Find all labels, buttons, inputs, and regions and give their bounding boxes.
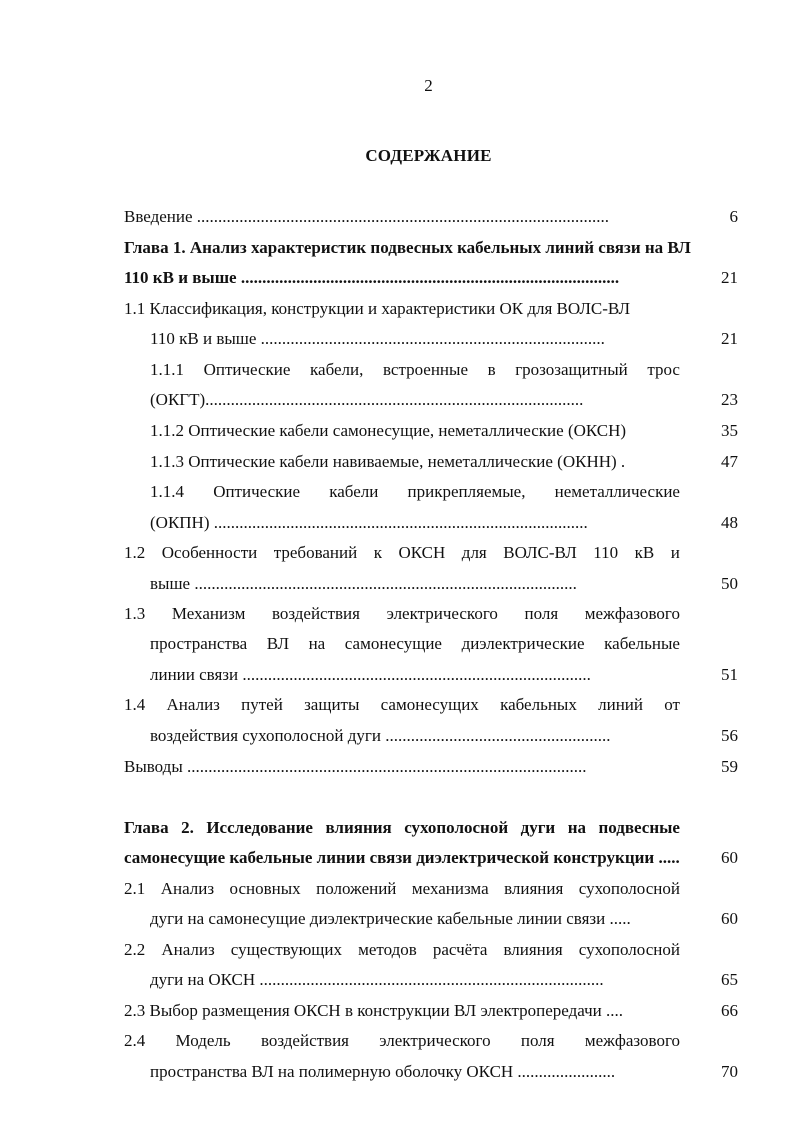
toc-word: межфазового [584,604,680,623]
toc-chapter-2-title[interactable] [124,817,680,839]
toc-word: кВ [634,543,655,562]
toc-page-chapter-1: 21 [721,268,738,287]
toc-word: воздействия [271,604,360,623]
toc-word: Анализ [166,695,220,714]
toc-word: поля [524,604,559,623]
toc-page-2-2: 65 [721,970,738,989]
toc-word: Анализ [160,879,215,898]
toc-page-1-1-1: 23 [721,390,738,409]
toc-word: 1.1.4 [150,482,184,501]
toc-word: межфазового [584,1031,680,1050]
toc-word: грозозащитный [515,360,628,379]
toc-word: на [308,634,326,653]
toc-word: 2. [181,818,194,837]
toc-word: сухополосной [578,940,680,959]
toc-word: диэлектрические [461,634,585,653]
toc-page-1-3: 51 [721,665,738,684]
toc-word: воздействия [260,1031,349,1050]
toc-word: ВОЛС-ВЛ [503,543,577,562]
toc-page-2-3: 66 [721,1001,738,1020]
toc-section-1-3-cont2[interactable]: линии связи .................................................................................. [150,665,591,684]
toc-word: 2.2 [124,940,146,959]
toc-section-1-2-cont[interactable]: выше .......................................................................................... [150,574,577,593]
toc-word: самонесущих [380,695,479,714]
toc-page-chapter-2: 60 [721,848,738,867]
toc-word: поля [520,1031,555,1050]
toc-section-1-1[interactable]: 1.1 Классификация, конструкции и характеристики ОК для ВОЛС-ВЛ [124,299,631,318]
toc-word: 110 [593,543,619,562]
toc-word: ВЛ [266,634,289,653]
toc-section-2-1[interactable] [124,878,680,900]
toc-word: в [487,360,496,379]
toc-section-1-2[interactable] [124,542,680,564]
toc-section-1-1-1-cont[interactable]: (ОКГТ)......................................................................................... [150,390,584,409]
toc-word: линий [598,695,643,714]
toc-word: от [664,695,680,714]
toc-word: Глава [124,818,169,837]
toc-word: 1.1.1 [150,360,184,379]
toc-section-1-3-cont[interactable] [150,633,680,655]
toc-word: кабели, [310,360,364,379]
toc-section-1-1-4-cont[interactable]: (ОКПН) ........................................................................................ [150,513,588,532]
toc-word: пространства [150,634,248,653]
toc-word: электрического [379,1031,491,1050]
toc-page-introduction: 6 [729,207,738,226]
toc-word: расчёта [432,940,488,959]
toc-word: требований [273,543,358,562]
toc-page-conclusions: 59 [721,757,738,776]
toc-word: кабельные [604,634,680,653]
toc-word: защиты [304,695,360,714]
toc-page-1-2: 50 [721,574,738,593]
toc-word: для [461,543,487,562]
toc-word: Особенности [161,543,258,562]
page-number: 2 [424,76,433,95]
toc-section-1-4[interactable] [124,694,680,716]
toc-word: кабельных [500,695,577,714]
toc-section-1-1-1[interactable] [150,359,680,381]
toc-section-1-1-cont[interactable]: 110 кВ и выше ................................................................................. [150,329,605,348]
toc-word: Модель [175,1031,231,1050]
toc-section-2-2[interactable] [124,939,680,961]
toc-page-1-4: 56 [721,726,738,745]
toc-word: сухополосной [404,818,509,837]
toc-word: Оптические [203,360,291,379]
toc-section-1-1-4[interactable] [150,481,680,503]
toc-word: влияния [504,879,564,898]
toc-entry-conclusions[interactable]: Выводы .............................................................................................. [124,757,587,776]
toc-word: Исследование [206,818,313,837]
toc-word: электрического [386,604,498,623]
toc-word: механизма [411,879,489,898]
toc-word: 1.4 [124,695,146,714]
toc-section-2-4[interactable] [124,1030,680,1052]
toc-word: трос [647,360,680,379]
toc-page-1-1-3: 47 [721,452,738,471]
toc-chapter-2-title-cont[interactable]: самонесущие кабельные линии связи диэлектрической конструкции ..... [124,848,680,867]
toc-word: 1.3 [124,604,146,623]
toc-word: влияния [325,818,392,837]
toc-word: встроенные [382,360,468,379]
toc-word: основных [229,879,301,898]
toc-word: к [373,543,382,562]
toc-word: Анализ [161,940,215,959]
toc-word: дуги [520,818,556,837]
toc-word: самонесущие [344,634,442,653]
toc-section-2-2-cont[interactable]: дуги на ОКСН ................................................................................. [150,970,604,989]
toc-word: кабели [329,482,379,501]
toc-word: 2.4 [124,1031,146,1050]
toc-entry-introduction[interactable]: Введение ................................................................................................. [124,207,610,226]
toc-page-1-1: 21 [721,329,738,348]
toc-word: сухополосной [578,879,680,898]
toc-word: путей [241,695,283,714]
toc-section-1-4-cont[interactable]: воздействия сухополосной дуги ..................................................... [150,726,611,745]
contents-title: СОДЕРЖАНИЕ [365,146,492,165]
toc-word: подвесные [598,818,680,837]
toc-section-2-1-cont[interactable]: дуги на самонесущие диэлектрические кабельные линии связи ..... [150,909,631,928]
toc-word: ОКСН [398,543,446,562]
toc-section-2-3[interactable]: 2.3 Выбор размещения ОКСН в конструкции ВЛ электропередачи .... [124,1001,624,1020]
toc-page-2-1: 60 [721,909,738,928]
toc-word: Механизм [171,604,246,623]
toc-word: положений [316,879,397,898]
toc-word: влияния [503,940,563,959]
toc-word: неметаллические [554,482,680,501]
toc-word: 1.2 [124,543,146,562]
toc-word: Оптические [213,482,301,501]
toc-page-1-1-2: 35 [721,421,738,440]
toc-section-1-3[interactable] [124,603,680,625]
toc-word: прикрепляемые, [407,482,526,501]
toc-word: существующих [230,940,342,959]
toc-section-1-1-3[interactable]: 1.1.3 Оптические кабели навиваемые, неметаллические (ОКНН) . [150,452,626,471]
toc-word: 2.1 [124,879,146,898]
toc-section-2-4-cont[interactable]: пространства ВЛ на полимерную оболочку ОКСН ....................... [150,1062,616,1081]
toc-chapter-1-title[interactable]: Глава 1. Анализ характеристик подвесных кабельных линий связи на ВЛ [124,238,691,257]
toc-section-1-1-2[interactable]: 1.1.2 Оптические кабели самонесущие, неметаллические (ОКСН) [150,421,627,440]
toc-page-2-4: 70 [721,1062,738,1081]
toc-word: методов [358,940,417,959]
toc-word: на [567,818,586,837]
toc-chapter-1-title-cont[interactable]: 110 кВ и выше ......................................................................................... [124,268,620,287]
toc-word: и [670,543,680,562]
toc-page-1-1-4: 48 [721,513,738,532]
